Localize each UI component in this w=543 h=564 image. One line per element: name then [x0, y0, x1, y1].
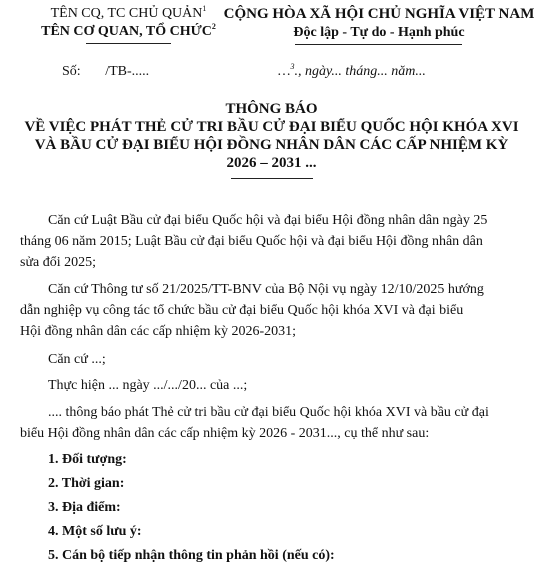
national-title: CỘNG HÒA XÃ HỘI CHỦ NGHĨA VIỆT NAM: [223, 6, 535, 22]
national-motto: Độc lập - Tự do - Hạnh phúc: [293, 25, 465, 40]
announcement-line-1: .... thông báo phát Thẻ cử tri bầu cử đại biểu Quốc hội khóa XVI và bầu cử đại: [48, 405, 489, 420]
legal-basis-1-line-3: sửa đổi 2025;: [20, 255, 97, 270]
document-subject-line-2: VÀ BẦU CỬ ĐẠI BIỂU HỘI ĐỒNG NHÂN DÂN CÁC CẤP NHIỆM KỲ: [34, 137, 509, 153]
section-heading-notes: 4. Một số lưu ý:: [48, 524, 142, 539]
motto-underline: [295, 44, 462, 45]
document-subject-line-1: VỀ VIỆC PHÁT THẺ CỬ TRI BẦU CỬ ĐẠI BIỂU QUỐC HỘI KHÓA XVI: [24, 119, 519, 135]
section-heading-time: 2. Thời gian:: [48, 476, 125, 491]
implementation-basis: Thực hiện ... ngày .../.../20... của ...;: [48, 378, 248, 393]
section-heading-contact: 5. Cán bộ tiếp nhận thông tin phản hồi (nếu có):: [48, 548, 335, 563]
number-value: /TB-.....: [105, 64, 150, 79]
legal-basis-1-line-2: tháng 06 năm 2015; Luật Bầu cử đại biểu Quốc hội và đại biểu Hội đồng nhân dân: [20, 234, 483, 249]
organization-underline: [86, 43, 171, 44]
document-type-title: THÔNG BÁO: [225, 101, 318, 117]
title-underline: [231, 178, 313, 179]
legal-basis-2-line-2: dẫn nghiệp vụ công tác tổ chức bầu cử đại biểu Quốc hội khóa XVI và đại biểu: [20, 303, 464, 318]
document-number: [62, 64, 149, 80]
document-date: [278, 64, 518, 80]
parent-organization-text: TÊN CQ, TC CHỦ QUẢN: [50, 6, 203, 21]
date-text: ., ngày... tháng... năm...: [294, 64, 426, 79]
date-place-prefix: …: [278, 64, 291, 79]
footnote-marker-1: 1: [202, 4, 207, 13]
legal-basis-3: Căn cứ ...;: [48, 352, 106, 367]
footnote-marker-3: 3: [290, 62, 295, 71]
footnote-marker-2: 2: [211, 22, 216, 31]
organization-name-text: TÊN CƠ QUAN, TỔ CHỨC: [41, 24, 212, 39]
section-heading-location: 3. Địa điểm:: [48, 500, 121, 515]
legal-basis-1-line-1: Căn cứ Luật Bầu cử đại biểu Quốc hội và đại biểu Hội đồng nhân dân ngày 25: [48, 213, 488, 228]
legal-basis-2-line-1: Căn cứ Thông tư số 21/2025/TT-BNV của Bộ Nội vụ ngày 12/10/2025 hướng: [48, 282, 484, 297]
document-subject-line-3: 2026 – 2031 ...: [226, 155, 317, 171]
announcement-line-2: biểu Hội đồng nhân dân các cấp nhiệm kỳ 2026 - 2031..., cụ thể như sau:: [20, 426, 430, 441]
legal-basis-2-line-3: Hội đồng nhân dân các cấp nhiệm kỳ 2026-2031;: [20, 324, 297, 339]
number-label: Số:: [62, 64, 81, 79]
section-heading-subjects: 1. Đối tượng:: [48, 452, 127, 467]
